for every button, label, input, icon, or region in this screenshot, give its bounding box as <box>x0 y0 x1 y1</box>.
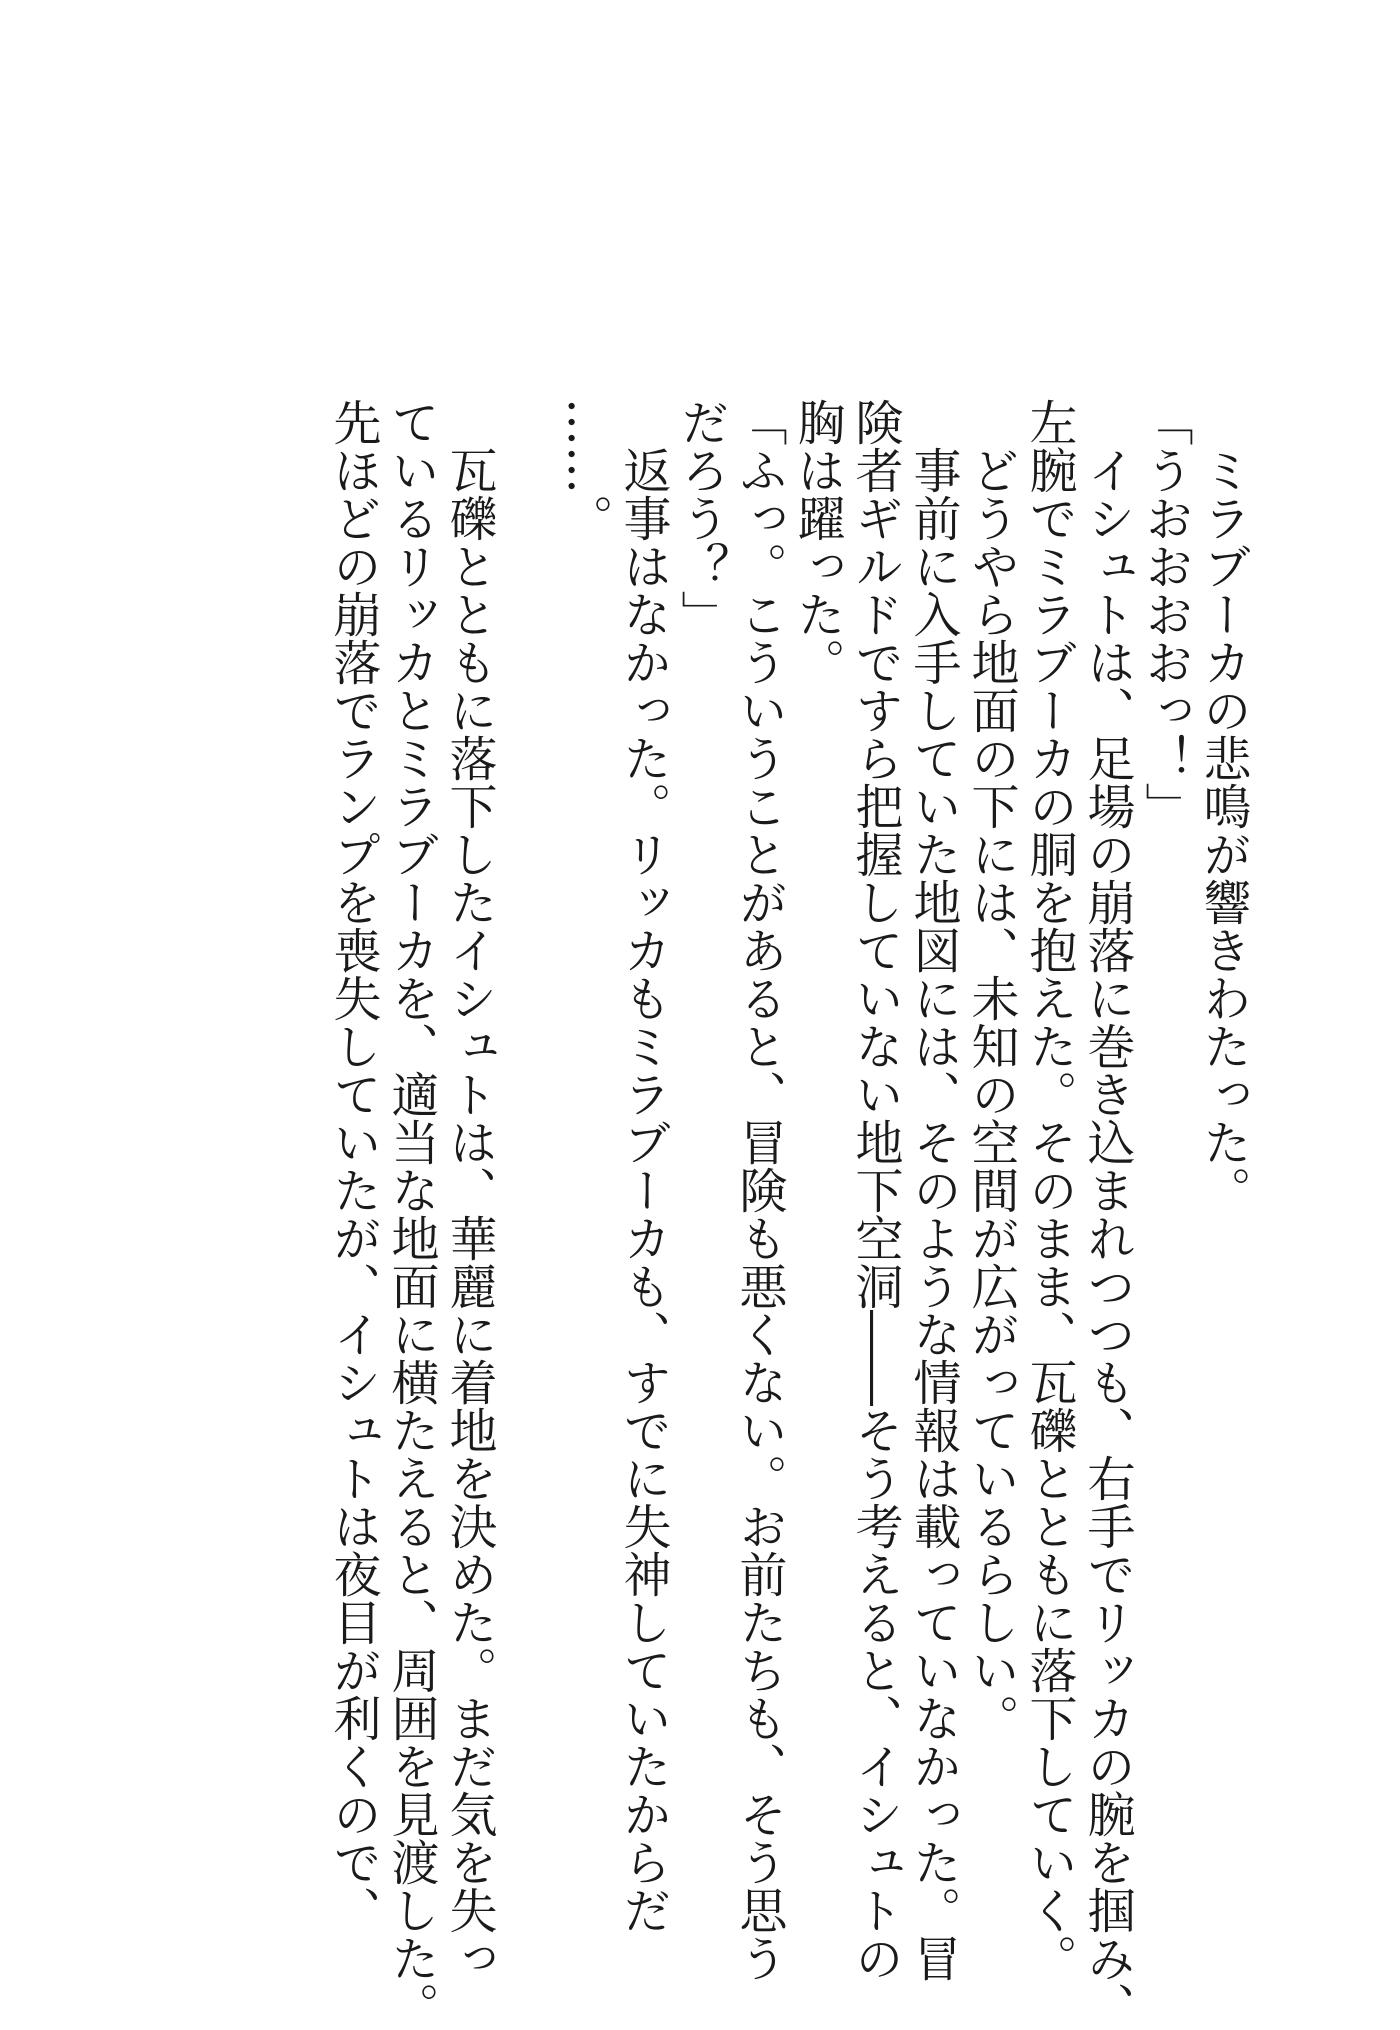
text-line: ているリッカとミラブーカを、適当な地面に横たえると、周囲を見渡した。 <box>383 398 439 2030</box>
text-line: 返事はなかった。リッカもミラブーカも、すでに失神していたからだ <box>615 446 671 1934</box>
text-line: ……。 <box>557 398 613 542</box>
text-line: だろう？」 <box>673 398 729 638</box>
text-line: 「ふっ。こういうことがあると、冒険も悪くない。お前たちも、そう思う <box>731 398 787 1982</box>
text-line: 胸は躍った。 <box>789 398 845 686</box>
text-line: 「うおおおおっ！」 <box>1137 398 1193 830</box>
text-line: ミラブーカの悲鳴が響きわたった。 <box>1195 446 1251 1214</box>
text-line: イシュトは、足場の崩落に巻き込まれつつも、右手でリッカの腕を掴み、 <box>1079 446 1135 2030</box>
text-line: 左腕でミラブーカの胴を抱えた。そのまま、瓦礫とともに落下していく。 <box>1021 398 1077 1982</box>
text-line: 瓦礫とともに落下したイシュトは、華麗に着地を決めた。まだ気を失っ <box>441 446 497 1982</box>
text-line: どうやら地面の下には、未知の空間が広がっているらしい。 <box>963 446 1019 1742</box>
text-line: 先ほどの崩落でランプを喪失していたが、イシュトは夜目が利くので、 <box>325 398 381 1934</box>
novel-page-text <box>122 398 1252 2030</box>
text-line: 事前に入手していた地図には、そのような情報は載っていなかった。冒 <box>905 446 961 1982</box>
blank-line <box>498 398 556 1798</box>
text-line: 険者ギルドですら把握していない地下空洞――そう考えると、イシュトの <box>847 398 903 1982</box>
